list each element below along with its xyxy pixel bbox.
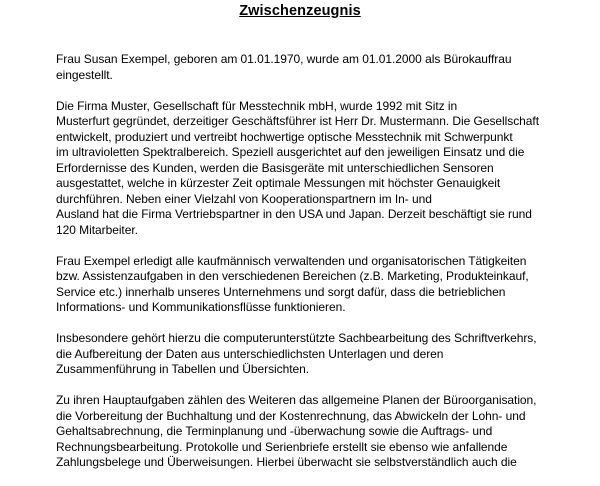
text-line: Erfordernisse des Kunden, werden die Basisgeräte mit unterschiedlichen Sensoren: [56, 160, 494, 175]
text-line: 120 Mitarbeiter.: [56, 222, 138, 237]
text-line: die Vorbereitung der Buchhaltung und der Kostenrechnung, das Abwickeln der Lohn- und: [56, 408, 526, 423]
paragraph-employment: [56, 52, 576, 83]
text-line: eingestellt.: [56, 67, 113, 82]
text-line: Die Firma Muster, Gesellschaft für Messtechnik mbH, wurde 1992 mit Sitz in: [56, 98, 458, 113]
text-line: Frau Exempel erledigt alle kaufmännisch verwaltenden und organisatorischen Tätigkeiten: [56, 253, 527, 268]
text-line: Informations- und Kommunikationsflüsse funktionieren.: [56, 300, 346, 314]
text-line: im ultravioletten Spektralbereich. Speziell ausgerichtet auf den jeweiligen Einsatz und die: [56, 145, 525, 159]
text-line: Ausland hat die Firma Vertriebspartner in den USA und Japan. Derzeit beschäftigt sie rund: [56, 207, 532, 221]
text-line: Frau Susan Exempel, geboren am 01.01.1970, wurde am 01.01.2000 als Bürokauffrau: [56, 52, 512, 66]
paragraph-company: [56, 99, 576, 239]
text-line: Gehaltsabrechnung, die Terminplanung und -überwachung sowie die Auftrags- und: [56, 424, 493, 438]
paragraph-main-tasks: [56, 393, 576, 471]
text-line: durchführen. Neben einer Vielzahl von Kooperationspartnern im In- und: [56, 191, 432, 206]
text-line: Rechnungsbearbeitung. Protokolle und Serienbriefe erstellt sie ebenso wie anfallende: [56, 439, 508, 454]
text-line: Musterfurt gegründet, derzeitiger Geschäftsführer ist Herr Dr. Mustermann. Die Gesellschaft: [56, 114, 539, 128]
text-line: Zu ihren Hauptaufgaben zählen des Weiteren das allgemeine Planen der Büroorganisation,: [56, 393, 537, 407]
text-line: entwickelt, produziert und vertreibt hochwertige optische Messtechnik mit Schwerpunkt: [56, 129, 513, 144]
text-line: Service etc.) innerhalb unseres Unternehmens und sorgt dafür, dass die betrieblichen: [56, 284, 506, 299]
document-body: [56, 52, 576, 486]
text-line: Insbesondere gehört hierzu die computerunterstützte Sachbearbeitung des Schriftverkehrs,: [56, 331, 537, 345]
paragraph-correspondence: [56, 331, 576, 378]
document-title: Zwischenzeugnis: [239, 3, 361, 19]
text-line: Zusammenführung in Tabellen und Übersichten.: [56, 362, 310, 376]
text-line: Zahlungsbelege und Überweisungen. Hierbei überwacht sie selbstverständlich auch die: [56, 455, 517, 469]
text-line: ausgestattet, welche in kürzester Zeit optimale Messungen mit höchster Genauigkeit: [56, 176, 501, 190]
text-line: bzw. Assistenzaufgaben in den verschiedenen Bereichen (z.B. Marketing, Produkteinkauf,: [56, 269, 529, 283]
paragraph-duties: [56, 254, 576, 316]
text-line: die Aufbereitung der Daten aus unterschiedlichsten Unterlagen und deren: [56, 346, 444, 361]
